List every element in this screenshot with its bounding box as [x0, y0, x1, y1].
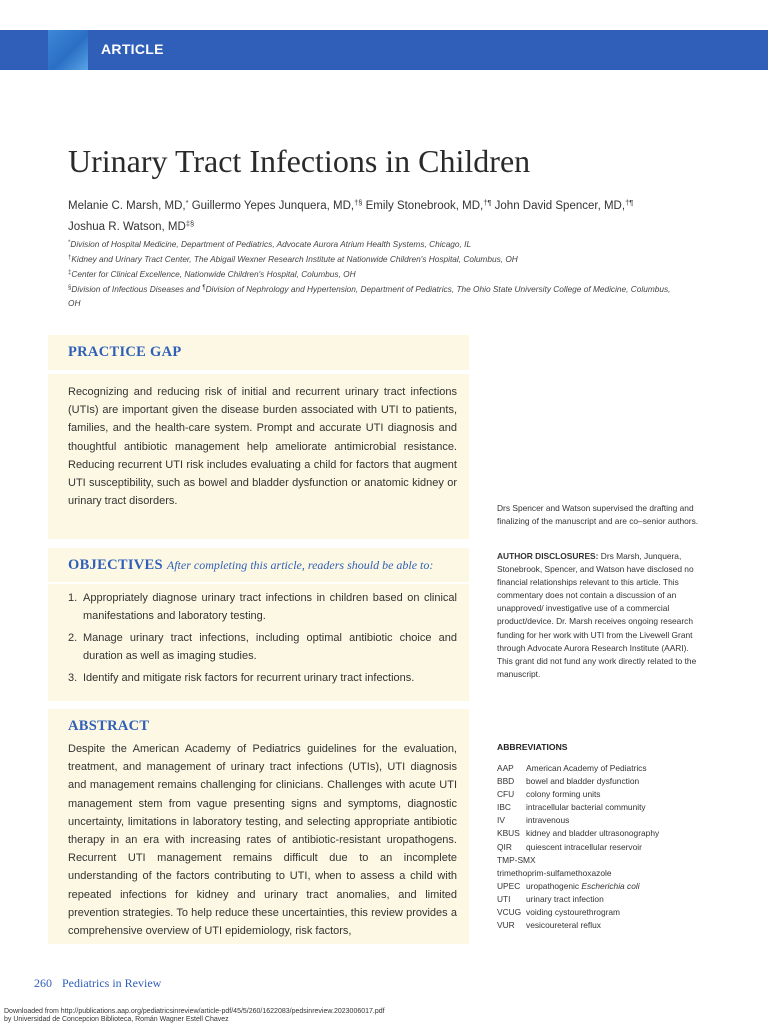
affiliation-line	[68, 281, 678, 310]
abbreviation-definition	[526, 880, 717, 893]
abbreviation-row	[497, 762, 717, 775]
abbreviation-row	[497, 801, 717, 814]
abbreviation-term: IBC	[497, 802, 511, 813]
abbreviation-definition: intravenous	[526, 815, 570, 826]
disclosures-text: Drs Marsh, Junquera, Stonebrook, Spencer, and Watson have disclosed no financial relationships relevant to this article. This commentary does not contain a discussion of an unapproved/ investigative use of a commercial product/device. Dr. Marsh receives ongoing research funding for her work with UTI from the Livewell Grant through Advocate Aurora Research Institute (AARI). This grant did not fund any work directly related to the manuscript.	[497, 551, 697, 679]
affiliation-line	[68, 251, 678, 266]
abbreviation-row	[497, 919, 717, 932]
objectives-subheading: After completing this article, readers should be able to:	[166, 558, 434, 572]
abbreviation-row	[497, 854, 717, 880]
affiliation-mark: †	[68, 255, 72, 261]
author-list	[68, 194, 668, 236]
objective-number: 1.	[68, 592, 78, 604]
abbreviation-row	[497, 827, 717, 840]
abbreviation-definition: urinary tract infection	[526, 893, 604, 904]
affiliation-line	[68, 266, 678, 281]
abbreviation-definition: colony forming units	[526, 789, 601, 800]
abbreviation-term: KBUS	[497, 828, 520, 839]
author-name: Melanie C. Marsh, MD,	[68, 200, 186, 212]
abbreviation-definition: intracellular bacterial community	[526, 802, 646, 813]
author-mark: ‡§	[185, 219, 195, 228]
author-name: Emily Stonebrook, MD,	[365, 200, 484, 212]
author-mark: †¶	[483, 198, 492, 207]
download-institution-line: by Universidad de Concepcion Biblioteca, Román Wagner Estell Chavez	[4, 1016, 229, 1023]
abbreviations-list	[497, 762, 717, 932]
abbreviations-heading: ABBREVIATIONS	[497, 742, 568, 752]
author-name: John David Spencer, MD,	[494, 200, 626, 212]
author-name: Joshua R. Watson, MD	[68, 221, 186, 233]
objective-number: 2.	[68, 632, 78, 644]
affiliation-text: Kidney and Urinary Tract Center, The Abigail Wexner Research Institute at Nationwide Children's Hospital, Columbus, OH	[71, 254, 518, 264]
abbreviation-row	[497, 775, 717, 788]
abbreviation-definition: quiescent intracellular reservoir	[526, 841, 642, 852]
abbreviation-definition: vesicoureteral reflux	[526, 920, 601, 931]
abbreviation-term: VCUG	[497, 907, 522, 918]
affiliation-line	[68, 236, 678, 251]
affiliation-list	[68, 236, 678, 310]
objective-number: 3.	[68, 672, 78, 684]
abbreviation-row	[497, 788, 717, 801]
affiliation-text: Division of Infectious Diseases and	[71, 284, 203, 294]
affiliation-mark: ‡	[68, 270, 72, 276]
objective-item	[68, 670, 457, 688]
section-banner	[0, 30, 768, 70]
abstract-heading: ABSTRACT	[68, 718, 150, 734]
abbreviation-term: BBD	[497, 776, 515, 787]
affiliation-mark: *	[68, 240, 71, 246]
author-name: Guillermo Yepes Junquera, MD,	[191, 200, 355, 212]
objective-item	[68, 590, 457, 625]
abbreviation-term: QIR	[497, 841, 512, 852]
abbreviation-row	[497, 893, 717, 906]
objective-item	[68, 630, 457, 665]
practice-gap-heading: PRACTICE GAP	[68, 344, 182, 360]
abbreviation-definition-italic: Escherichia coli	[581, 880, 640, 891]
abbreviation-definition: American Academy of Pediatrics	[526, 763, 647, 773]
page-number: 260	[34, 976, 52, 990]
abbreviation-term: UTI	[497, 893, 511, 904]
abbreviation-row	[497, 880, 717, 893]
author-disclosures	[497, 550, 703, 681]
abbreviation-row	[497, 841, 717, 854]
page-footer	[34, 976, 161, 991]
disclosures-label: AUTHOR DISCLOSURES:	[497, 551, 599, 561]
abbreviation-term: UPEC	[497, 880, 521, 891]
author-mark: *	[185, 198, 189, 207]
objective-text: Identify and mitigate risk factors for recurrent urinary tract infections.	[83, 672, 415, 684]
download-notice	[4, 1008, 385, 1024]
article-title: Urinary Tract Infections in Children	[68, 143, 531, 179]
affiliation-mark: §	[68, 285, 72, 291]
objective-text: Manage urinary tract infections, including optimal antibiotic choice and duration as well as imaging studies.	[83, 632, 457, 662]
banner-accent-block	[48, 30, 88, 70]
download-url-line: Downloaded from http://publications.aap.org/pediatricsinreview/article-pdf/45/5/260/1622083/pedsinreview.2023006017.pdf	[4, 1008, 385, 1015]
practice-gap-text: Recognizing and reducing risk of initial and recurrent urinary tract infections (UTIs) are important given the disease burden associated with UTI to patients, families, and the health-care system. Prompt and accurate UTI diagnosis and thoughtful antibiotic management help ameliorate antimicrobial resistance. Reducing recurrent UTI risk includes evaluating a child for factors that augment UTI susceptibility, such as bowel and bladder dysfunction or anatomic kidney or urinary tract disorders.	[68, 386, 457, 508]
abbreviation-definition: voiding cystourethrogram	[526, 907, 621, 918]
abbreviation-term: CFU	[497, 789, 515, 800]
abbreviation-row	[497, 814, 717, 827]
author-mark: †¶	[625, 198, 634, 207]
objective-text: Appropriately diagnose urinary tract infections in children based on clinical manifestations and laboratory testing.	[83, 592, 457, 622]
abbreviation-definition-text: uropathogenic	[526, 880, 582, 891]
abbreviation-term: IV	[497, 815, 505, 826]
abbreviation-row	[497, 906, 717, 919]
abbreviation-definition: trimethoprim-sulfamethoxazole	[497, 867, 612, 878]
author-mark: †§	[354, 198, 363, 207]
affiliation-mark: ¶	[202, 285, 206, 291]
abstract-text: Despite the American Academy of Pediatrics guidelines for the evaluation, treatment, and management of urinary tract infections (UTIs), UTI diagnosis and management remains challenging for clinicians. Challenges with acute UTI management stem from vague presenting signs and symptoms, diagnostic uncertainty, limitations in laboratory testing, and selecting appropriate antibiotic therapy in an era with increasing rates of antibiotic-resistant uropathogens. Recurrent UTI management remains difficult due to an incomplete understanding of the factors contributing to UTI, when to assess a child with repeated infections for kidney and urinary tract anomalies, and limited prevention strategies. To help reduce these uncertainties, this review provides a comprehensive overview of UTI epidemiology, risk factors,	[68, 743, 457, 938]
section-label: ARTICLE	[101, 41, 164, 57]
abbreviation-definition: bowel and bladder dysfunction	[526, 776, 640, 787]
co-senior-note: Drs Spencer and Watson supervised the drafting and finalizing of the manuscript and are co–senior authors.	[497, 503, 699, 527]
abbreviation-term: TMP-SMX	[497, 854, 536, 865]
affiliation-text: Division of Hospital Medicine, Department of Pediatrics, Advocate Aurora Atrium Health Systems, Chicago, IL	[70, 239, 472, 249]
objectives-list	[68, 590, 457, 693]
abbreviation-term: VUR	[497, 920, 515, 931]
affiliation-text: Center for Clinical Excellence, Nationwide Children's Hospital, Columbus, OH	[71, 269, 356, 279]
affiliation-text: Division of Nephrology and Hypertension, Department of Pediatrics, The Ohio State University College of Medicine, Columbus, OH	[68, 284, 671, 308]
abbreviation-term: AAP	[497, 763, 514, 773]
objectives-heading	[68, 557, 433, 574]
journal-name: Pediatrics in Review	[62, 976, 162, 990]
objectives-title: OBJECTIVES	[68, 557, 163, 573]
abbreviation-definition: kidney and bladder ultrasonography	[526, 828, 660, 839]
